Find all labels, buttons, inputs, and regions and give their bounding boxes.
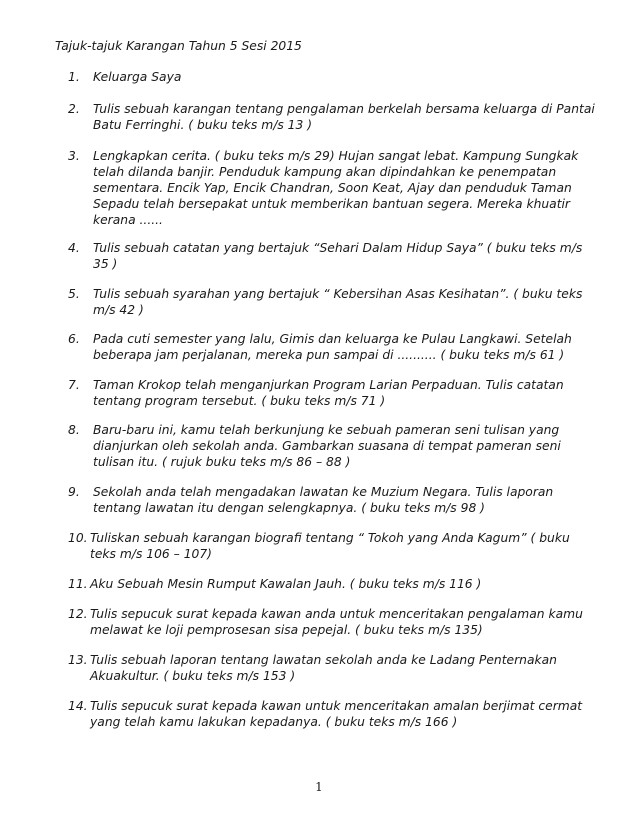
list-item bbox=[68, 484, 598, 516]
item-number: 6. bbox=[68, 332, 80, 346]
list-item bbox=[68, 530, 598, 562]
item-number: 14. bbox=[68, 699, 88, 713]
item-number: 4. bbox=[68, 241, 80, 255]
item-number: 8. bbox=[68, 423, 80, 437]
item-text: Tulis sebuah karangan tentang pengalaman berkelah bersama keluarga di Pantai Batu Ferringhi. ( buku teks m/s 13 ) bbox=[93, 102, 595, 132]
item-text: Tulis sebuah laporan tentang lawatan sekolah anda ke Ladang Penternakan Akuakultur. ( buku teks m/s 153 ) bbox=[90, 653, 557, 683]
item-text: Sekolah anda telah mengadakan lawatan ke Muzium Negara. Tulis laporan tentang lawatan itu dengan selengkapnya. ( buku teks m/s 98 ) bbox=[93, 485, 554, 515]
list-item bbox=[68, 148, 598, 228]
list-item bbox=[68, 576, 598, 592]
item-number: 2. bbox=[68, 102, 80, 116]
item-text: Tulis sepucuk surat kepada kawan untuk menceritakan amalan berjimat cermat yang telah kamu lakukan kepadanya. ( buku teks m/s 166 ) bbox=[90, 699, 583, 729]
item-number: 11. bbox=[68, 577, 88, 591]
list-item bbox=[68, 606, 598, 638]
item-text: Keluarga Saya bbox=[93, 70, 182, 84]
document-title: Tajuk-tajuk Karangan Tahun 5 Sesi 2015 bbox=[55, 39, 302, 53]
page-number: 1 bbox=[315, 780, 323, 794]
item-text: Tulis sebuah catatan yang bertajuk “Sehari Dalam Hidup Saya” ( buku teks m/s 35 ) bbox=[93, 241, 583, 271]
item-number: 3. bbox=[68, 149, 80, 163]
list-item bbox=[68, 101, 598, 133]
list-item bbox=[68, 69, 598, 85]
item-number: 9. bbox=[68, 485, 80, 499]
list-item bbox=[68, 652, 598, 684]
item-text: Taman Krokop telah menganjurkan Program Larian Perpaduan. Tulis catatan tentang program tersebut. ( buku teks m/s 71 ) bbox=[93, 378, 564, 408]
item-number: 7. bbox=[68, 378, 80, 392]
item-number: 12. bbox=[68, 607, 88, 621]
item-text: Pada cuti semester yang lalu, Gimis dan keluarga ke Pulau Langkawi. Setelah beberapa jam perjalanan, mereka pun sampai di .......... ( buku teks m/s 61 ) bbox=[93, 332, 572, 362]
item-number: 5. bbox=[68, 287, 80, 301]
list-item bbox=[68, 331, 598, 363]
item-text: Tulis sepucuk surat kepada kawan anda untuk menceritakan pengalaman kamu melawat ke loji pemprosesan sisa pepejal. ( buku teks m/s 135) bbox=[90, 607, 583, 637]
list-item bbox=[68, 286, 598, 318]
item-number: 1. bbox=[68, 70, 80, 84]
item-text: Aku Sebuah Mesin Rumput Kawalan Jauh. ( buku teks m/s 116 ) bbox=[90, 577, 482, 591]
list-item bbox=[68, 422, 598, 470]
item-number: 13. bbox=[68, 653, 88, 667]
item-text: Baru-baru ini, kamu telah berkunjung ke sebuah pameran seni tulisan yang dianjurkan oleh sekolah anda. Gambarkan suasana di tempat pameran seni tulisan itu. ( rujuk buku teks m/s 86 – 88 ) bbox=[93, 423, 561, 469]
list-item bbox=[68, 698, 598, 730]
list-item bbox=[68, 240, 598, 272]
item-text: Tuliskan sebuah karangan biografi tentang “ Tokoh yang Anda Kagum” ( buku teks m/s 106 – 107) bbox=[90, 531, 570, 561]
item-text: Lengkapkan cerita. ( buku teks m/s 29) Hujan sangat lebat. Kampung Sungkak telah dilanda banjir. Penduduk kampung akan dipindahkan ke penempatan sementara. Encik Yap, Encik Chandran, Soon Keat, Ajay dan penduduk Taman Sepadu telah bersepakat untuk memberikan bantuan segera. Mereka khuatir kerana ...... bbox=[93, 149, 579, 227]
list-item bbox=[68, 377, 598, 409]
item-number: 10. bbox=[68, 531, 88, 545]
item-text: Tulis sebuah syarahan yang bertajuk “ Kebersihan Asas Kesihatan”. ( buku teks m/s 42 ) bbox=[93, 287, 583, 317]
